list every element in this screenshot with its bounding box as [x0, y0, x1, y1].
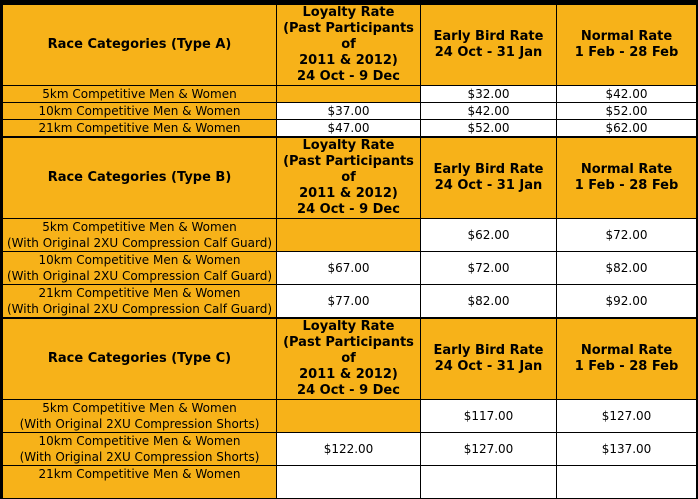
table-row [3, 219, 697, 252]
table-header-row [3, 319, 697, 400]
loyalty-cell: $122.00 [277, 433, 421, 466]
category-header: Race Categories (Type C) [3, 319, 277, 400]
category-cell: 5km Competitive Men & Women (With Original 2XU Compression Calf Guard) [3, 219, 277, 252]
table-row [3, 285, 697, 318]
early-bird-cell: $62.00 [421, 219, 557, 252]
early-bird-cell: $82.00 [421, 285, 557, 318]
loyalty-rate-header: Loyalty Rate (Past Participants of 2011 & 2012) 24 Oct - 9 Dec [277, 138, 421, 219]
rates-table-type-a [2, 4, 697, 137]
category-cell: 5km Competitive Men & Women (With Original 2XU Compression Shorts) [3, 400, 277, 433]
loyalty-cell [277, 219, 421, 252]
table-header-row [3, 5, 697, 86]
category-cell: 21km Competitive Men & Women [3, 466, 277, 499]
early-bird-cell: $72.00 [421, 252, 557, 285]
normal-rate-header: Normal Rate 1 Feb - 28 Feb [557, 319, 697, 400]
loyalty-cell: $47.00 [277, 120, 421, 137]
normal-rate-header: Normal Rate 1 Feb - 28 Feb [557, 138, 697, 219]
rates-table-type-c [2, 318, 697, 499]
normal-rate-header: Normal Rate 1 Feb - 28 Feb [557, 5, 697, 86]
normal-cell: $72.00 [557, 219, 697, 252]
loyalty-rate-header: Loyalty Rate (Past Participants of 2011 & 2012) 24 Oct - 9 Dec [277, 5, 421, 86]
normal-cell: $52.00 [557, 103, 697, 120]
loyalty-cell [277, 466, 421, 499]
table-row [3, 466, 697, 499]
normal-cell [557, 466, 697, 499]
category-header: Race Categories (Type B) [3, 138, 277, 219]
category-cell: 10km Competitive Men & Women [3, 103, 277, 120]
normal-cell: $127.00 [557, 400, 697, 433]
loyalty-cell [277, 86, 421, 103]
early-bird-rate-header: Early Bird Rate 24 Oct - 31 Jan [421, 319, 557, 400]
category-header: Race Categories (Type A) [3, 5, 277, 86]
table-header-row [3, 138, 697, 219]
early-bird-cell: $42.00 [421, 103, 557, 120]
early-bird-rate-header: Early Bird Rate 24 Oct - 31 Jan [421, 138, 557, 219]
early-bird-cell [421, 466, 557, 499]
loyalty-cell [277, 400, 421, 433]
table-row [3, 103, 697, 120]
early-bird-cell: $52.00 [421, 120, 557, 137]
loyalty-cell: $77.00 [277, 285, 421, 318]
loyalty-rate-header: Loyalty Rate (Past Participants of 2011 & 2012) 24 Oct - 9 Dec [277, 319, 421, 400]
category-cell: 21km Competitive Men & Women [3, 120, 277, 137]
table-row [3, 120, 697, 137]
rates-table-type-b [2, 137, 697, 318]
early-bird-cell: $127.00 [421, 433, 557, 466]
normal-cell: $137.00 [557, 433, 697, 466]
category-cell: 10km Competitive Men & Women (With Original 2XU Compression Shorts) [3, 433, 277, 466]
category-cell: 10km Competitive Men & Women (With Original 2XU Compression Calf Guard) [3, 252, 277, 285]
loyalty-cell: $67.00 [277, 252, 421, 285]
category-cell: 21km Competitive Men & Women (With Original 2XU Compression Calf Guard) [3, 285, 277, 318]
category-cell: 5km Competitive Men & Women [3, 86, 277, 103]
table-row [3, 86, 697, 103]
normal-cell: $62.00 [557, 120, 697, 137]
table-row [3, 433, 697, 466]
normal-cell: $42.00 [557, 86, 697, 103]
early-bird-cell: $32.00 [421, 86, 557, 103]
loyalty-cell: $37.00 [277, 103, 421, 120]
normal-cell: $92.00 [557, 285, 697, 318]
table-row [3, 252, 697, 285]
table-row [3, 400, 697, 433]
normal-cell: $82.00 [557, 252, 697, 285]
early-bird-rate-header: Early Bird Rate 24 Oct - 31 Jan [421, 5, 557, 86]
early-bird-cell: $117.00 [421, 400, 557, 433]
